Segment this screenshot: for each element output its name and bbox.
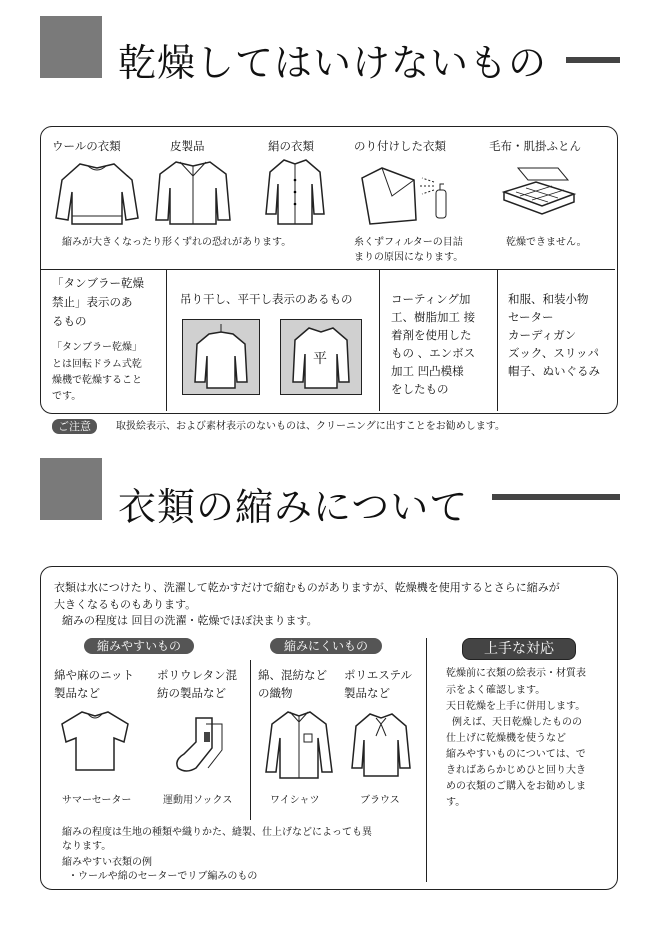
- dress-shirt-icon: [262, 706, 336, 782]
- sports-socks-icon: [166, 714, 228, 776]
- coating-line6: をしたもの: [391, 382, 449, 396]
- summer-sweater-icon: [58, 708, 132, 774]
- wool-sweater-icon: [52, 158, 142, 228]
- leather-jacket-icon: [152, 158, 234, 228]
- easy-shrink-label: 縮みやすいもの: [84, 638, 194, 654]
- misc-line5: 帽子、ぬいぐるみ: [508, 364, 600, 378]
- coating-line2: 工、樹脂加工 接: [391, 310, 476, 324]
- caption-starch-line1: 糸くずフィルターの目詰: [354, 237, 463, 248]
- item-label-blanket: 毛布・肌掛ふとん: [489, 139, 581, 153]
- caption-blanket: 乾燥できません。: [506, 237, 587, 248]
- hard-item1-line1: 綿、混紡など: [258, 668, 327, 682]
- caption-starch-line2: まりの原因になります。: [354, 252, 464, 263]
- section1-col-divider-3: [497, 269, 498, 411]
- tip-line9: す。: [446, 797, 466, 808]
- blanket-icon: [496, 162, 580, 222]
- footer-line4: ・ウールや綿のセーターでリブ編みのもの: [68, 871, 258, 882]
- section1-col-divider-1: [166, 269, 167, 411]
- section2-marker: [40, 458, 102, 520]
- intro-line3: 縮みの程度は 回目の洗濯・乾燥でほぼ決まります。: [62, 614, 318, 627]
- tumble-desc-line4: です。: [52, 391, 82, 402]
- section1-title: 乾燥してはいけないもの: [118, 41, 548, 85]
- footer-line1: 縮みの程度は生地の種類や織りかた、縫製、仕上げなどによっても異: [62, 827, 372, 838]
- section2-title: 衣類の縮みについて: [118, 485, 469, 529]
- easy-item2-line2: 紡の製品など: [157, 686, 226, 700]
- item-label-leather: 皮製品: [170, 139, 205, 153]
- tip-line1: 乾燥前に衣類の絵表示・材質表: [446, 668, 586, 679]
- flat-dry-mark: 平: [313, 351, 327, 367]
- section2-col-divider-1: [250, 660, 251, 820]
- hard-item1-line2: の織物: [258, 686, 293, 700]
- tip-line5: 仕上げに乾燥機を使うなど: [446, 733, 566, 744]
- item-label-wool: ウールの衣類: [52, 139, 121, 153]
- tip-line8: めの衣類のご購入をお勧めしま: [446, 781, 586, 792]
- hang-title: 吊り干し、平干し表示のあるもの: [180, 292, 353, 306]
- item-label-starched: のり付けした衣類: [354, 139, 446, 153]
- misc-line4: ズック、スリッパ: [508, 346, 599, 360]
- intro-line2: 大きくなるものもあります。: [54, 598, 197, 611]
- tumble-title-line1: 「タンブラー乾燥: [52, 276, 144, 290]
- section1-row-divider: [41, 269, 615, 270]
- misc-line1: 和服、和装小物: [508, 292, 589, 306]
- coating-line4: もの 、エンボス: [391, 346, 476, 360]
- tip-line6: 縮みやすいものについては、で: [446, 749, 586, 760]
- blouse-icon: [350, 706, 412, 782]
- tip-line2: 示をよく確認します。: [446, 685, 546, 696]
- footer-line2: なります。: [62, 841, 112, 852]
- tumble-desc-line3: 燥機で乾燥すること: [52, 375, 142, 386]
- intro-line1: 衣類は水につけたり、洗濯して乾かすだけで縮むものがありますが、乾燥機を使用するとさらに縮みが: [54, 581, 560, 594]
- coating-line3: 着剤を使用した: [391, 328, 472, 342]
- starched-shirt-icon: [352, 160, 462, 230]
- caption-blouse: ブラウス: [360, 795, 400, 806]
- silk-shirt-icon: [264, 154, 326, 228]
- coating-line1: コーティング加: [391, 292, 471, 306]
- tumble-desc-line1: 「タンブラー乾燥」: [52, 342, 142, 353]
- tip-line3: 天日乾燥を上手に併用します。: [446, 701, 586, 712]
- tip-line4: 例えば、天日乾燥したものの: [452, 717, 582, 728]
- easy-item1-line2: 製品など: [54, 686, 100, 700]
- easy-item1-line1: 綿や麻のニット: [54, 668, 135, 682]
- item-label-silk: 絹の衣類: [268, 139, 314, 153]
- hang-dry-symbol: [182, 319, 260, 395]
- section2-col-divider-2: [426, 638, 427, 882]
- tumble-title-line2: 禁止」表示のあ: [52, 295, 133, 309]
- misc-line2: セーター: [508, 310, 554, 324]
- footer-line3: 縮みやすい衣類の例: [62, 857, 152, 868]
- caption-summer-sweater: サマーセーター: [62, 795, 132, 806]
- tumble-desc-line2: とは回転ドラム式乾: [52, 359, 142, 370]
- caption-dress-shirt: ワイシャツ: [270, 795, 320, 806]
- coating-line5: 加工 凹凸模様: [391, 364, 464, 378]
- hard-item2-line2: 製品など: [344, 686, 390, 700]
- hard-shrink-label: 縮みにくいもの: [270, 638, 382, 654]
- note-badge: ご注意: [52, 419, 97, 434]
- misc-line3: カーディガン: [508, 328, 577, 342]
- section1-col-divider-2: [379, 269, 380, 411]
- section1-marker: [40, 16, 102, 78]
- tips-label: 上手な対応: [462, 638, 576, 660]
- tumble-title-line3: るもの: [52, 314, 87, 328]
- caption-shrink: 縮みが大きくなったり形くずれの恐れがあります。: [62, 237, 292, 248]
- easy-item2-line1: ポリウレタン混: [157, 668, 238, 682]
- tip-line7: きればあらかじめひと回り大き: [446, 765, 586, 776]
- note-text: 取扱絵表示、および素材表示のないものは、クリーニングに出すことをお勧めします。: [116, 421, 505, 432]
- caption-sports-socks: 運動用ソックス: [163, 795, 233, 806]
- hard-item2-line1: ポリエステル: [344, 668, 412, 682]
- section1-rule: [566, 57, 620, 63]
- section2-rule: [492, 494, 620, 500]
